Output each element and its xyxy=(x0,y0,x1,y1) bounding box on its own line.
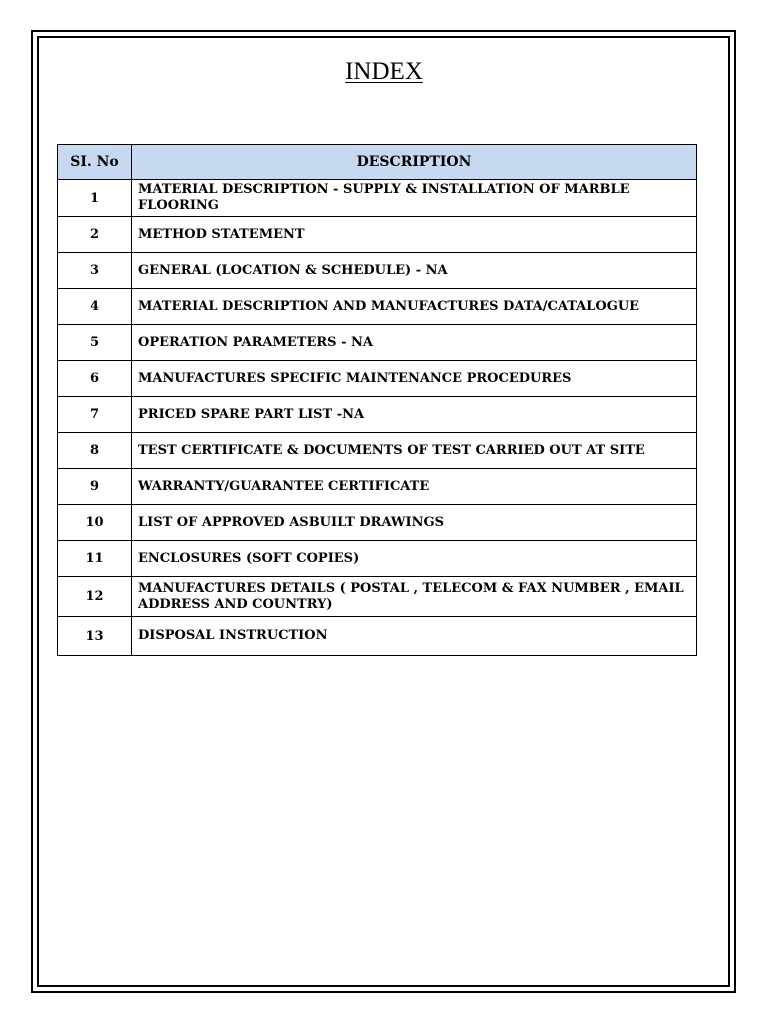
row-sl-no: 11 xyxy=(58,541,132,577)
row-description: LIST OF APPROVED ASBUILT DRAWINGS xyxy=(132,505,697,541)
table-row xyxy=(58,361,697,397)
row-sl-no: 4 xyxy=(58,289,132,325)
row-sl-no: 12 xyxy=(58,577,132,617)
table-row xyxy=(58,253,697,289)
page-title-text: INDEX xyxy=(345,58,423,85)
row-sl-no: 13 xyxy=(58,617,132,656)
table-row xyxy=(58,180,697,217)
table-row xyxy=(58,217,697,253)
row-description: WARRANTY/GUARANTEE CERTIFICATE xyxy=(132,469,697,505)
row-sl-no: 7 xyxy=(58,397,132,433)
page-title xyxy=(0,56,768,88)
row-description: DISPOSAL INSTRUCTION xyxy=(132,617,697,656)
row-sl-no: 3 xyxy=(58,253,132,289)
table-row xyxy=(58,433,697,469)
row-description: OPERATION PARAMETERS - NA xyxy=(132,325,697,361)
row-description: MATERIAL DESCRIPTION AND MANUFACTURES DATA/CATALOGUE xyxy=(132,289,697,325)
header-description: DESCRIPTION xyxy=(132,145,697,180)
row-description: PRICED SPARE PART LIST -NA xyxy=(132,397,697,433)
index-table xyxy=(57,144,697,656)
row-sl-no: 9 xyxy=(58,469,132,505)
row-description: MANUFACTURES DETAILS ( POSTAL , TELECOM & FAX NUMBER , EMAIL ADDRESS AND COUNTRY) xyxy=(132,577,697,617)
table-row xyxy=(58,469,697,505)
row-sl-no: 8 xyxy=(58,433,132,469)
row-description: MATERIAL DESCRIPTION - SUPPLY & INSTALLATION OF MARBLE FLOORING xyxy=(132,180,697,217)
table-row xyxy=(58,289,697,325)
row-sl-no: 2 xyxy=(58,217,132,253)
row-description: MANUFACTURES SPECIFIC MAINTENANCE PROCEDURES xyxy=(132,361,697,397)
table-header-row xyxy=(58,145,697,180)
table-row xyxy=(58,577,697,617)
row-sl-no: 10 xyxy=(58,505,132,541)
row-description: GENERAL (LOCATION & SCHEDULE) - NA xyxy=(132,253,697,289)
table-row xyxy=(58,397,697,433)
row-description: METHOD STATEMENT xyxy=(132,217,697,253)
row-sl-no: 1 xyxy=(58,180,132,217)
table-row xyxy=(58,541,697,577)
table-row xyxy=(58,325,697,361)
row-description: TEST CERTIFICATE & DOCUMENTS OF TEST CARRIED OUT AT SITE xyxy=(132,433,697,469)
row-sl-no: 6 xyxy=(58,361,132,397)
row-description: ENCLOSURES (SOFT COPIES) xyxy=(132,541,697,577)
table-row xyxy=(58,505,697,541)
table-row xyxy=(58,617,697,656)
row-sl-no: 5 xyxy=(58,325,132,361)
header-sl-no: SI. No xyxy=(58,145,132,180)
